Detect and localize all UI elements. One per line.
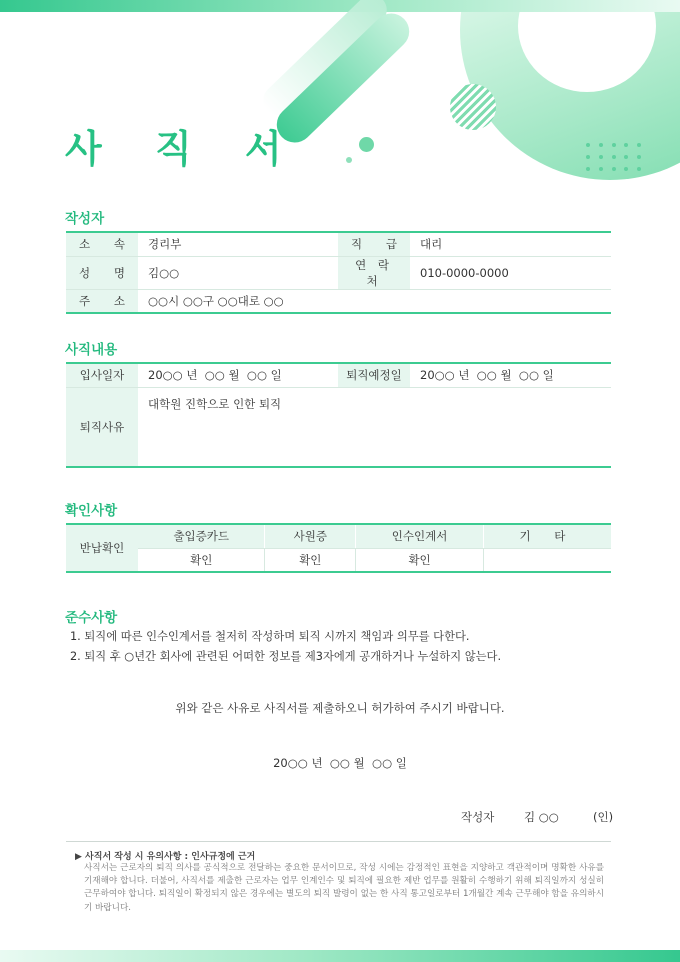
leave-date-label: 퇴직예정일 xyxy=(338,363,410,387)
table-row xyxy=(66,387,611,467)
statement-text: 위와 같은 사유로 사직서를 제출하오니 허가하여 주시기 바랍니다. xyxy=(175,701,505,715)
column-header: 인수인계서 xyxy=(356,524,484,548)
dept-value: 경리부 xyxy=(138,232,338,256)
divider xyxy=(66,841,611,842)
dept-label: 소 속 xyxy=(66,232,138,256)
table-row xyxy=(66,363,611,387)
return-check-label: 반납확인 xyxy=(66,524,138,572)
author-section-heading: 작성자 xyxy=(65,211,105,227)
decorative-dot-grid xyxy=(586,143,650,179)
join-date-label: 입사일자 xyxy=(66,363,138,387)
author-table xyxy=(66,231,611,314)
decorative-dot xyxy=(359,137,374,152)
contact-label: 연 락 처 xyxy=(338,256,410,289)
top-gradient-bar xyxy=(0,0,680,12)
name-label: 성 명 xyxy=(66,256,138,289)
column-header: 기 타 xyxy=(483,524,611,548)
decorative-dot-small xyxy=(346,157,352,163)
confirm-section-heading: 확인사항 xyxy=(65,503,118,519)
table-row xyxy=(66,524,611,548)
page-title: 사 직 서 xyxy=(65,127,302,171)
address-label: 주 소 xyxy=(66,289,138,313)
check-value: 확인 xyxy=(265,548,356,572)
column-header: 사원증 xyxy=(265,524,356,548)
table-row xyxy=(66,289,611,313)
reason-value: 대학원 진학으로 인한 퇴직 xyxy=(138,387,611,467)
list-item: 2. 퇴직 후 ○년간 회사에 관련된 어떠한 정보를 제3자에게 공개하거나 누설하지 않는다. xyxy=(70,650,502,663)
compliance-list xyxy=(70,627,501,667)
check-value: 확인 xyxy=(138,548,265,572)
table-row xyxy=(66,256,611,289)
signature-name: 김 ○○ xyxy=(524,810,559,824)
note-body: 사직서는 근로자의 퇴직 의사를 공식적으로 전달하는 중요한 문서이므로, 작성 시에는 감정적인 표현을 지양하고 객관적이며 명확한 사유를 기재해야 합니다. 더불어, 사직서를 제출한 근로자는 업무 인계인수 및 퇴직에 필요한 제반 업무를 원활히 수행하기 위해 퇴직일까지 성실히 근무하여야 합니다. 퇴직일이 확정되지 않은 경우에는 별도의 퇴직 발령이 없는 한 사직 통고일로부터 1개월간 계속 근무해야 함을 유의하시기 바랍니다. xyxy=(84,863,604,913)
submission-date: 20○○ 년 ○○ 월 ○○ 일 xyxy=(273,756,407,770)
list-item: 1. 퇴직에 따른 인수인계서를 철저히 작성하며 퇴직 시까지 책임과 의무를 다한다. xyxy=(70,630,470,643)
contact-value: 010-0000-0000 xyxy=(410,256,611,289)
leave-date-value: 20○○ 년 ○○ 월 ○○ 일 xyxy=(410,363,611,387)
bottom-gradient-bar xyxy=(0,950,680,962)
confirm-table xyxy=(66,523,611,573)
signature-label: 작성자 xyxy=(461,810,495,824)
table-row xyxy=(66,232,611,256)
address-value: ○○시 ○○구 ○○대로 ○○ xyxy=(138,289,611,313)
note-heading: ▶ 사직서 작성 시 유의사항 : 인사규정에 근거 xyxy=(75,852,256,862)
resignation-section-heading: 사직내용 xyxy=(65,342,118,358)
join-date-value: 20○○ 년 ○○ 월 ○○ 일 xyxy=(138,363,338,387)
reason-label: 퇴직사유 xyxy=(66,387,138,467)
decorative-striped-circle xyxy=(450,84,496,130)
signature-seal: (인) xyxy=(593,810,614,824)
rank-value: 대리 xyxy=(410,232,611,256)
rank-label: 직 급 xyxy=(338,232,410,256)
check-value xyxy=(483,548,611,572)
compliance-section-heading: 준수사항 xyxy=(65,610,118,626)
check-value: 확인 xyxy=(356,548,484,572)
resignation-table xyxy=(66,362,611,468)
column-header: 출입증카드 xyxy=(138,524,265,548)
table-row xyxy=(66,548,611,572)
name-value: 김○○ xyxy=(138,256,338,289)
